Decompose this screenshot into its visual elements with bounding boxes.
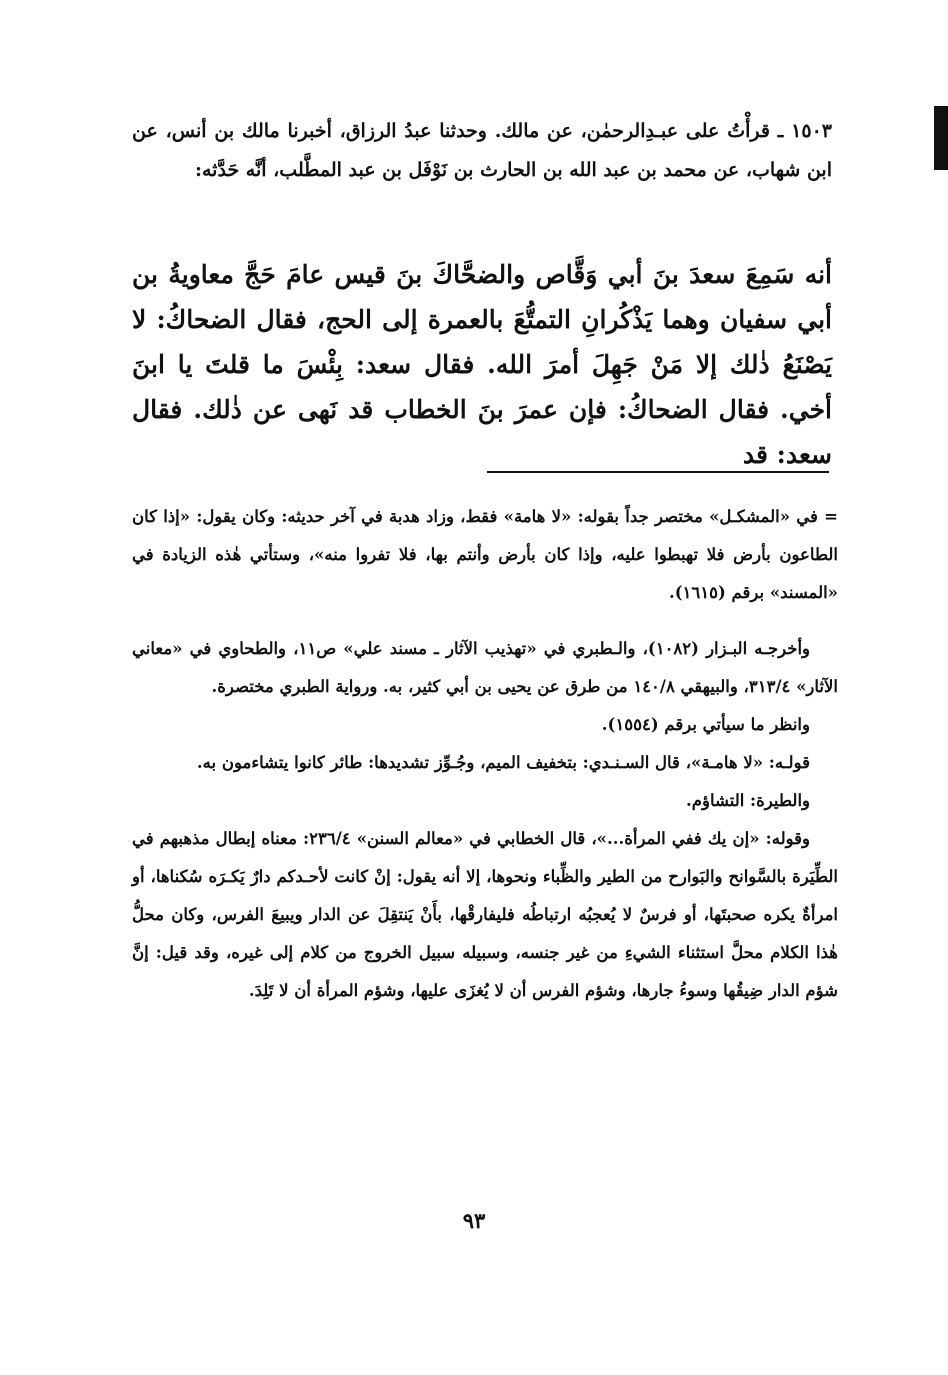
page-number: ٩٣	[462, 1208, 486, 1233]
footnote-paragraph: والطيرة: التشاؤم.	[686, 791, 810, 810]
footnotes	[132, 498, 838, 1010]
footnote-paragraph: قولـه: «لا هامـة»، قال السـنـدي: بتخفيف الميم، وجُـوِّز تشديدها: طائر كانوا يتشاءمون به.	[196, 753, 810, 772]
footnote-paragraph: وقوله: «إن يك ففي المرأة...»، قال الخطابي في «معالم السنن» ٢٣٦/٤: معناه إبطال مذهبهم في الطِّيَرة بالسَّوانح والبَوارح من الطير والظِّباء ونحوها، إلا أنه يقول: إنْ كانت لأحـدكم دارٌ يَكـرَه سُكناها، أو امرأةٌ يكره صحبتَها، أو فرسٌ لا يُعجبُه ارتباطُه فليفارقْها، بأَنْ يَنتقِلَ عن الدار ويبيعَ الفرس، وكان محلُّ هٰذا الكلام محلَّ استثناء الشيءِ من غير جنسه، وسبيله سبيل الخروج من كلام إلى غيره، وقد قيل: إنَّ شؤم الدار ضِيقُها وسوءُ جارها، وشؤم الفرس أن لا يُغزَى عليها، وشؤم المرأة أن لا تَلِدَ.	[132, 829, 838, 1000]
hadith-number: ١٥٠٣	[791, 120, 832, 142]
footnote-paragraph: وانظر ما سيأتي برقم (١٥٥٤).	[601, 715, 810, 734]
chapter-thumb-tab	[934, 106, 948, 170]
hadith-isnad	[132, 112, 832, 190]
isnad-text: ـ قرأْتُ على عبـدِالرحمٰن، عن مالك. وحدثنا عبدُ الرزاق، أخبرنا مالك بن أنس، عن ابن شهاب، عن محمد بن عبد الله بن الحارث بن نَوْفَل بن عبد المطَّلب، أنَّه حَدَّثه:	[132, 120, 832, 181]
hadith-matn: أنه سَمِعَ سعدَ بنَ أبي وَقَّاص والضحَّاكَ بنَ قيس عامَ حَجَّ معاويةُ بن أبي سفيان وهما يَذْكُرانِ التمتُّعَ بالعمرة إلى الحج، فقال الضحاكُ: لا يَصْنَعُ ذٰلك إلا مَنْ جَهِلَ أمرَ الله. فقال سعد: بِئْسَ ما قلتَ يا ابنَ أخي. فقال الضحاكُ: فإن عمرَ بنَ الخطاب قد نَهى عن ذٰلك. فقال سعد: قد	[132, 260, 832, 469]
footnote-paragraph: = في «المشكـل» مختصر جداً بقوله: «لا هامة» فقط، وزاد هدبة في آخر حديثه: وكان يقول: «إذا كان الطاعون بأرض فلا تهبطوا عليه، وإذا كان بأرض وأنتم بها، فلا تفروا منه»، وستأتي هٰذه الزيادة في «المسند» برقم (١٦١٥).	[132, 507, 838, 602]
footnote-separator	[487, 471, 829, 473]
footnote-paragraph: وأخرجـه البـزار (١٠٨٢)، والـطبري في «تهذيب الآثار ـ مسند علي» ص١١، والطحاوي في «معاني الآثار» ٣١٣/٤، والبيهقي ١٤٠/٨ من طرق عن يحيى بن أبي كثير، به. ورواية الطبري مختصرة.	[132, 639, 838, 696]
